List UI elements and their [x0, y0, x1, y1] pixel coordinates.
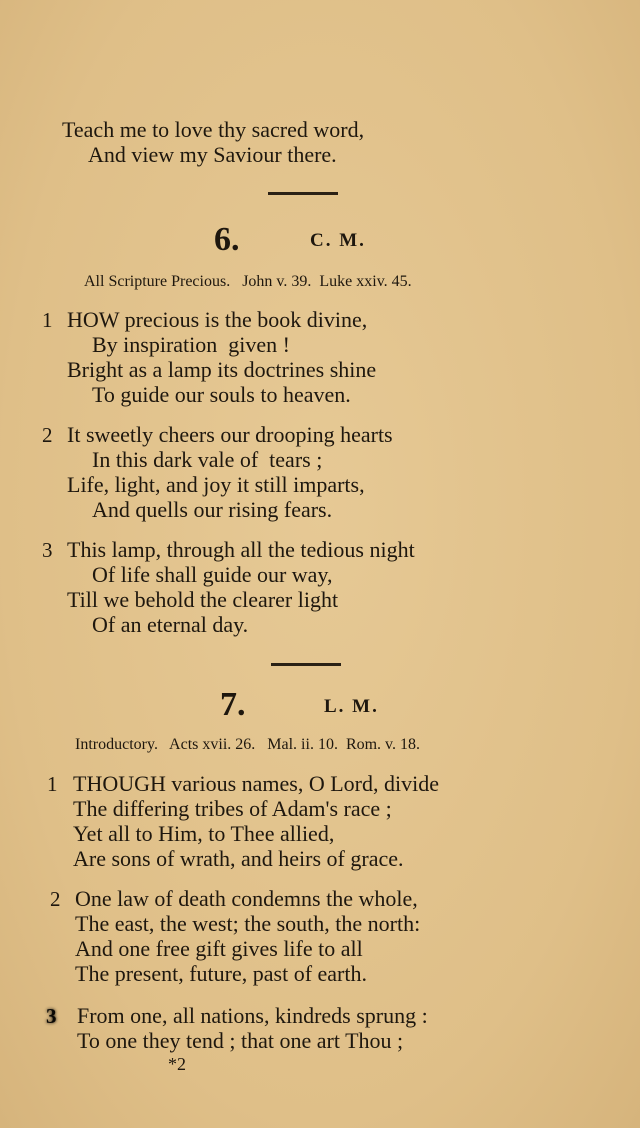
verse-line: From one, all nations, kindreds sprung :: [77, 1003, 428, 1028]
hymn-number: 7.: [220, 686, 246, 723]
hymn-meter: L. M.: [324, 696, 379, 717]
signature-mark: *2: [168, 1054, 186, 1074]
verse-line: THOUGH various names, O Lord, divide: [73, 771, 439, 796]
verse-line: It sweetly cheers our drooping hearts: [67, 422, 393, 447]
verse-line: Yet all to Him, to Thee allied,: [73, 821, 335, 846]
verse-line: Teach me to love thy sacred word,: [62, 117, 365, 142]
verse-number: 2: [42, 423, 53, 447]
verse-line: In this dark vale of tears ;: [92, 447, 323, 472]
verse-line: HOW precious is the book divine,: [67, 307, 368, 332]
verse-line: Till we behold the clearer light: [67, 587, 339, 612]
section-divider: [271, 663, 341, 666]
verse-line: Bright as a lamp its doctrines shine: [67, 357, 377, 382]
verse-line: Are sons of wrath, and heirs of grace.: [73, 846, 404, 871]
verse-line: The east, the west; the south, the north:: [75, 911, 421, 936]
verse-number: 2: [50, 887, 61, 911]
verse-line: One law of death condemns the whole,: [75, 886, 418, 911]
verse-number: 3: [42, 538, 53, 562]
hymn-number: 6.: [214, 221, 240, 258]
verse-line: By inspiration given !: [92, 332, 290, 357]
verse-line: The differing tribes of Adam's race ;: [73, 796, 392, 821]
verse-line: And one free gift gives life to all: [75, 936, 363, 961]
hymn-meter: C. M.: [310, 230, 366, 251]
verse-line: The present, future, past of earth.: [75, 961, 367, 986]
section-divider: [268, 192, 338, 195]
verse-number: 1: [42, 308, 53, 332]
hymn-subtitle: Introductory. Acts xvii. 26. Mal. ii. 10. Rom. v. 18.: [75, 736, 421, 753]
verse-line: And view my Saviour there.: [88, 142, 337, 167]
verse-line: Life, light, and joy it still imparts,: [67, 472, 365, 497]
verse-line: This lamp, through all the tedious night: [67, 537, 415, 562]
verse-line: Of an eternal day.: [92, 612, 249, 637]
verse-line: And quells our rising fears.: [92, 497, 333, 522]
verse-line: Of life shall guide our way,: [92, 562, 333, 587]
verse-line: To guide our souls to heaven.: [92, 382, 351, 407]
verse-line: To one they tend ; that one art Thou ;: [77, 1028, 404, 1053]
verse-number: 3: [46, 1004, 57, 1028]
hymn-subtitle: All Scripture Precious. John v. 39. Luke xxiv. 45.: [84, 273, 412, 290]
verse-number: 1: [47, 772, 58, 796]
